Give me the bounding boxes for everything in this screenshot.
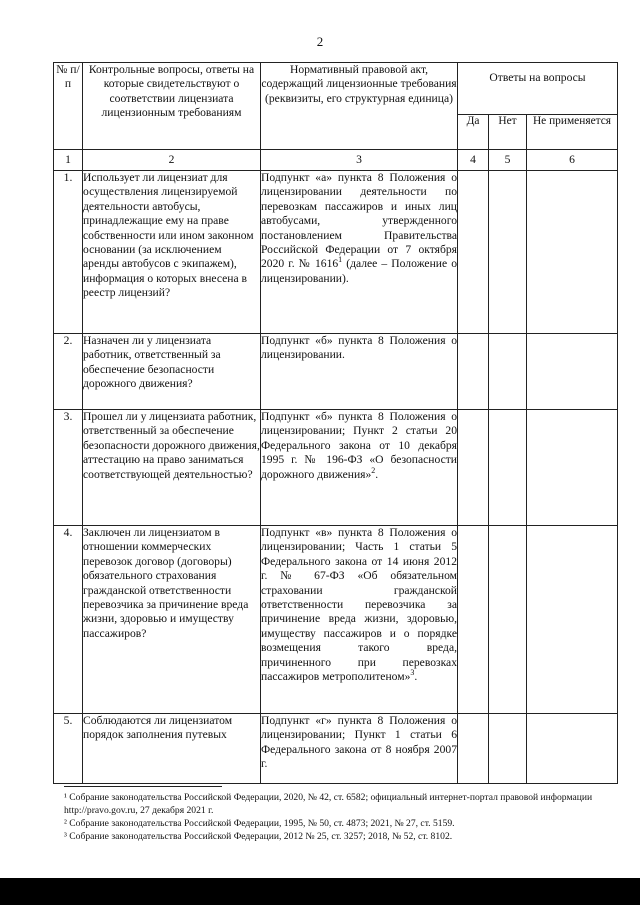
column-number: 2 [83, 150, 261, 171]
answer-yes-cell[interactable] [458, 410, 489, 526]
row-number: 3. [54, 410, 83, 526]
checklist-table [53, 62, 618, 784]
table-row [54, 410, 618, 526]
footnote-3: ³ Собрание законодательства Российской Федерации, 2012 № 25, ст. 3257; 2018, № 52, ст. 8102. [64, 831, 453, 842]
question-cell: Прошел ли у лицензиата работник, ответственный за обеспечение безопасности дорожного движения, аттестацию на право заниматься соответствующей деятельностью? [83, 410, 261, 526]
answer-yes-cell[interactable] [458, 714, 489, 784]
question-cell: Использует ли лицензиат для осуществления лицензируемой деятельности автобусы, принадлежащие ему на праве собственности или ином законном основании (за исключением аренды автобусов с экипажем), информация о которых внесена в реестр лицензий? [83, 171, 261, 334]
legal-act-cell [261, 171, 458, 334]
header-answers: Ответы на вопросы [458, 63, 618, 115]
header-act: Нормативный правовой акт, содержащий лицензионные требования (реквизиты, его структурная единица) [261, 63, 458, 150]
table-row [54, 334, 618, 410]
header-no: Нет [489, 115, 527, 150]
table-row [54, 714, 618, 784]
answer-na-cell[interactable] [527, 714, 618, 784]
row-number: 4. [54, 526, 83, 714]
legal-act-cell [261, 334, 458, 410]
answer-na-cell[interactable] [527, 526, 618, 714]
legal-act-text: Подпункт «б» пункта 8 Положения о лицензировании. [261, 334, 457, 362]
answer-no-cell[interactable] [489, 171, 527, 334]
legal-act-text: Подпункт «а» пункта 8 Положения о лицензировании деятельности по перевозкам пассажиров и иных лиц автобусами, утвержденного постановлением Правительства Российской Федерации от 7 октября 2020 г. № 1616 [261, 171, 457, 271]
answer-yes-cell[interactable] [458, 171, 489, 334]
scan-edge-bar [0, 878, 640, 905]
legal-act-cell [261, 410, 458, 526]
answer-no-cell[interactable] [489, 334, 527, 410]
answer-no-cell[interactable] [489, 714, 527, 784]
column-number: 5 [489, 150, 527, 171]
legal-act-cell [261, 714, 458, 784]
footnotes [64, 791, 616, 843]
page-number: 2 [316, 34, 324, 49]
footnote-1: ¹ Собрание законодательства Российской Федерации, 2020, № 42, ст. 6582; официальный интернет-портал правовой информации http://pravo.gov.ru, 27 декабря 2021 г. [64, 792, 593, 816]
question-cell: Заключен ли лицензиатом в отношении коммерческих перевозок договор (договоры) обязательного страхования гражданской ответственности перевозчика за причинение вреда жизни, здоровью и имуществу пассажиров? [83, 526, 261, 714]
legal-act-tail: (далее – Положение о лицензировании). [261, 257, 457, 285]
header-yes: Да [458, 115, 489, 150]
footnote-ref: 3 [410, 668, 415, 678]
answer-na-cell[interactable] [527, 334, 618, 410]
row-number: 2. [54, 334, 83, 410]
header-row-top [54, 63, 618, 115]
table-row [54, 171, 618, 334]
table-row [54, 526, 618, 714]
header-num: № п/п [54, 63, 83, 150]
legal-act-text: Подпункт «г» пункта 8 Положения о лицензировании; Пункт 1 статьи 6 Федерального закона от 8 ноября 2007 г. [261, 714, 457, 771]
header-na: Не применяется [527, 115, 618, 150]
footnote-ref: 1 [338, 255, 343, 265]
legal-act-cell [261, 526, 458, 714]
legal-act-text: Подпункт «в» пункта 8 Положения о лицензировании; Часть 1 статьи 5 Федерального закона от 14 июня 2012 г. № 67-ФЗ «Об обязательном страховании гражданской ответственности перевозчика за причинение вреда жизни, здоровью, имуществу пассажиров и о порядке возмещения такого вреда, причиненного при перевозках пассажиров метрополитеном» [261, 526, 457, 684]
row-number: 1. [54, 171, 83, 334]
footnote-ref: 2 [371, 465, 376, 475]
row-number: 5. [54, 714, 83, 784]
answer-yes-cell[interactable] [458, 526, 489, 714]
legal-act-tail: . [375, 467, 379, 481]
answer-na-cell[interactable] [527, 410, 618, 526]
answer-no-cell[interactable] [489, 526, 527, 714]
header-question: Контрольные вопросы, ответы на которые свидетельствуют о соответствии лицензиата лицензионным требованиям [83, 63, 261, 150]
column-number: 3 [261, 150, 458, 171]
footnote-divider [64, 786, 222, 787]
answer-na-cell[interactable] [527, 171, 618, 334]
footnote-2: ² Собрание законодательства Российской Федерации, 1995, № 50, ст. 4873; 2021, № 27, ст. 5159. [64, 818, 455, 829]
column-number: 6 [527, 150, 618, 171]
question-cell: Соблюдаются ли лицензиатом порядок заполнения путевых [83, 714, 261, 784]
question-cell: Назначен ли у лицензиата работник, ответственный за обеспечение безопасности дорожного движения? [83, 334, 261, 410]
column-number: 4 [458, 150, 489, 171]
legal-act-tail: . [414, 670, 418, 684]
answer-no-cell[interactable] [489, 410, 527, 526]
column-number-row [54, 150, 618, 171]
answer-yes-cell[interactable] [458, 334, 489, 410]
legal-act-text: Подпункт «б» пункта 8 Положения о лицензировании; Пункт 2 статьи 20 Федерального закона от 10 декабря 1995 г. № 196-ФЗ «О безопасности дорожного движения» [261, 410, 457, 481]
column-number: 1 [54, 150, 83, 171]
